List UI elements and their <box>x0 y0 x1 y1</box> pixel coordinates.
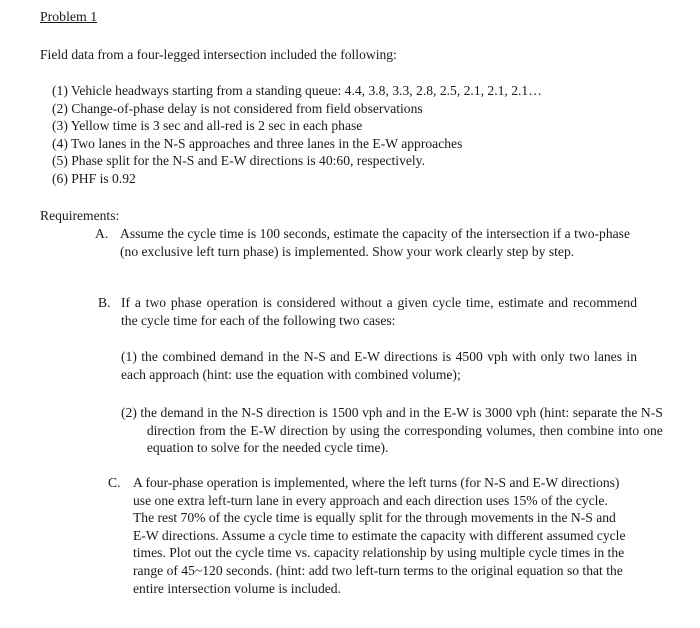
list-item: (2) Change-of-phase delay is not considered from field observations <box>52 100 423 116</box>
requirements-label: Requirements: <box>40 208 120 223</box>
list-item: (6) PHF is 0.92 <box>52 170 136 186</box>
requirement-c-text: A four-phase operation is implemented, where the left turns (for N-S and E-W directions) use one extra left-turn lane in every approach and each direction uses 15% of the cycle. The rest 70% of the cycle time is equally split for the through movements in the N-S and E-W directions. Assume a cycle time to estimate the capacity with different assumed cycle times. Plot out the cycle time vs. capacity relationship by using multiple cycle times in the range of 45~120 seconds. (hint: add two left-turn terms to the original equation so that the entire intersection volume is included. <box>133 475 626 596</box>
requirement-b-case-1: (1) the combined demand in the N-S and E-W directions is 4500 vph with only two lanes in each approach (hint: use the equation with combined volume); <box>121 349 637 382</box>
requirement-a-letter: A. <box>95 226 109 241</box>
list-item: (4) Two lanes in the N-S approaches and three lanes in the E-W approaches <box>52 135 463 151</box>
field-data-list <box>52 82 542 188</box>
requirement-a-text: Assume the cycle time is 100 seconds, estimate the capacity of the intersection if a two-phase (no exclusive left turn phase) is implemented. Show your work clearly step by step. <box>120 226 630 259</box>
list-item: (3) Yellow time is 3 sec and all-red is 2 sec in each phase <box>52 118 363 134</box>
requirement-c-letter: C. <box>108 475 121 490</box>
list-item: (1) Vehicle headways starting from a standing queue: 4.4, 3.8, 3.3, 2.8, 2.5, 2.1, 2.1, 2.1… <box>52 83 542 98</box>
intro-text: Field data from a four-legged intersection included the following: <box>40 47 397 62</box>
requirement-b-case-2: (2) the demand in the N-S direction is 1500 vph and in the E-W is 3000 vph (hint: separate the N-S direction from the E-W direction by using the corresponding volumes, then combine into one equation to solve for the needed cycle time). <box>121 405 663 456</box>
problem-title: Problem 1 <box>40 9 98 24</box>
requirement-b-text: If a two phase operation is considered without a given cycle time, estimate and recommend the cycle time for each of the following two cases: <box>121 295 637 328</box>
requirement-b-letter: B. <box>98 295 111 310</box>
list-item: (5) Phase split for the N-S and E-W directions is 40:60, respectively. <box>52 153 425 169</box>
